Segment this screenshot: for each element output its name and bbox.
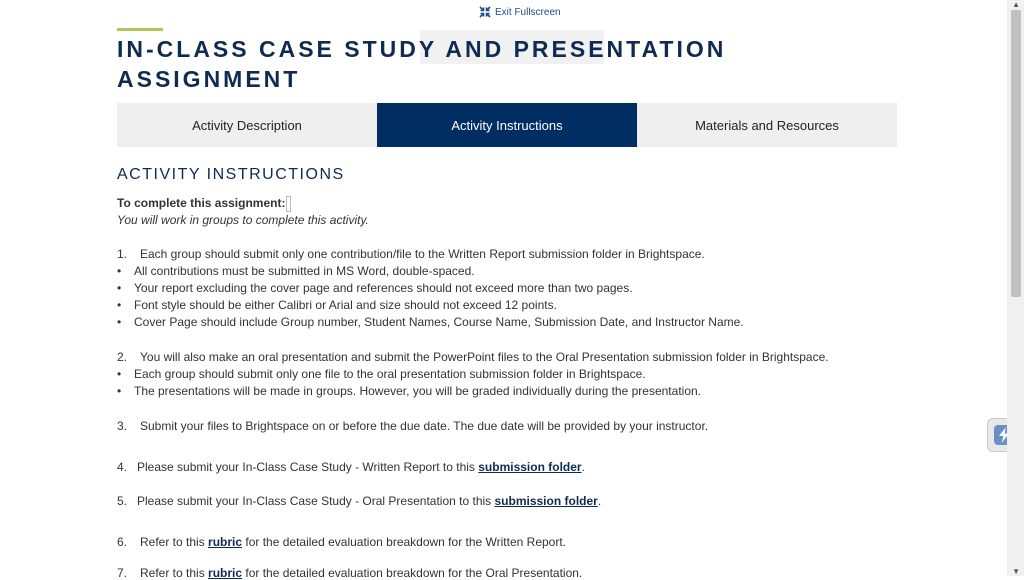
- scroll-up-arrow-icon[interactable]: ▲: [1012, 0, 1020, 9]
- written-report-rubric-link[interactable]: rubric: [208, 535, 243, 549]
- section-heading: ACTIVITY INSTRUCTIONS: [117, 166, 345, 183]
- bullet-text: Your report excluding the cover page and references should not exceed more than two pages.: [134, 281, 633, 295]
- list-text: Submit your files to Brightspace on or before the due date. The due date will be provided by your instructor.: [140, 419, 709, 433]
- text-cursor: [286, 196, 291, 212]
- bullet-text: Font style should be either Calibri or Arial and size should not exceed 12 points.: [134, 298, 557, 312]
- bullet-text: Cover Page should include Group number, Student Names, Course Name, Submission Date, and Instructor Name.: [134, 315, 744, 329]
- bullet-item: [117, 315, 744, 329]
- tab-bar: [117, 103, 897, 147]
- oral-presentation-rubric-link[interactable]: rubric: [208, 566, 243, 580]
- list-text: Please submit your In-Class Case Study - Written Report to this: [137, 460, 479, 474]
- list-text: You will also make an oral presentation and submit the PowerPoint files to the Oral Presentation submission folder in Brightspace.: [140, 350, 829, 364]
- bullet-item: [117, 384, 701, 398]
- list-item-2: [117, 350, 829, 364]
- list-number: 6.: [117, 535, 128, 549]
- list-number: 4.: [117, 460, 128, 474]
- tab-materials-and-resources[interactable]: Materials and Resources: [637, 103, 897, 147]
- list-number: 1.: [117, 247, 128, 261]
- bullet-marker: •: [117, 315, 122, 329]
- bullet-item: [117, 298, 557, 312]
- oral-presentation-submission-folder-link[interactable]: submission folder: [494, 494, 598, 508]
- bullet-item: [117, 264, 475, 278]
- list-text-end: .: [581, 460, 585, 474]
- scrollbar-thumb[interactable]: [1011, 10, 1021, 297]
- list-number: 7.: [117, 566, 128, 580]
- bullet-marker: •: [117, 367, 122, 381]
- scroll-down-arrow-icon[interactable]: ▼: [1012, 567, 1020, 576]
- list-item-5: [117, 494, 601, 508]
- bullet-text: The presentations will be made in groups. However, you will be graded individually during the presentation.: [134, 384, 701, 398]
- exit-fullscreen-label: Exit Fullscreen: [495, 6, 561, 18]
- list-item-1: [117, 247, 705, 261]
- list-item-7: [117, 566, 582, 580]
- list-number: 3.: [117, 419, 128, 433]
- bullet-text: Each group should submit only one file to the oral presentation submission folder in Brightspace.: [134, 367, 646, 381]
- list-item-4: [117, 460, 585, 474]
- list-text-end: for the detailed evaluation breakdown for the Oral Presentation.: [242, 566, 583, 580]
- intro-bold: To complete this assignment:: [117, 196, 286, 211]
- page-title: IN-CLASS CASE STUDY AND PRESENTATION ASSIGNMENT: [117, 36, 727, 92]
- list-text: Please submit your In-Class Case Study - Oral Presentation to this: [137, 494, 495, 508]
- bullet-marker: •: [117, 298, 122, 312]
- list-item-3: [117, 419, 708, 433]
- exit-fullscreen-button[interactable]: [479, 6, 561, 18]
- list-number: 2.: [117, 350, 128, 364]
- list-text: Refer to this: [140, 535, 209, 549]
- bullet-item: [117, 281, 633, 295]
- list-text-end: .: [597, 494, 602, 508]
- written-report-submission-folder-link[interactable]: submission folder: [478, 460, 582, 474]
- intro-italic: You will work in groups to complete this activity.: [117, 213, 369, 227]
- compress-icon: [479, 6, 491, 18]
- vertical-scrollbar[interactable]: [1007, 0, 1024, 576]
- list-number: 5.: [117, 494, 128, 508]
- bullet-marker: •: [117, 264, 122, 278]
- bullet-item: [117, 367, 646, 381]
- list-item-6: [117, 535, 566, 549]
- bullet-text: All contributions must be submitted in MS Word, double-spaced.: [134, 264, 475, 278]
- title-accent-bar: [117, 28, 163, 31]
- intro-line: [117, 196, 291, 212]
- tab-activity-description[interactable]: Activity Description: [117, 103, 377, 147]
- bullet-marker: •: [117, 281, 122, 295]
- list-text-end: for the detailed evaluation breakdown for the Written Report.: [242, 535, 567, 549]
- list-text: Refer to this: [140, 566, 209, 580]
- list-text: Each group should submit only one contribution/file to the Written Report submission folder in Brightspace.: [140, 247, 705, 261]
- bullet-marker: •: [117, 384, 122, 398]
- tab-activity-instructions[interactable]: Activity Instructions: [377, 103, 637, 147]
